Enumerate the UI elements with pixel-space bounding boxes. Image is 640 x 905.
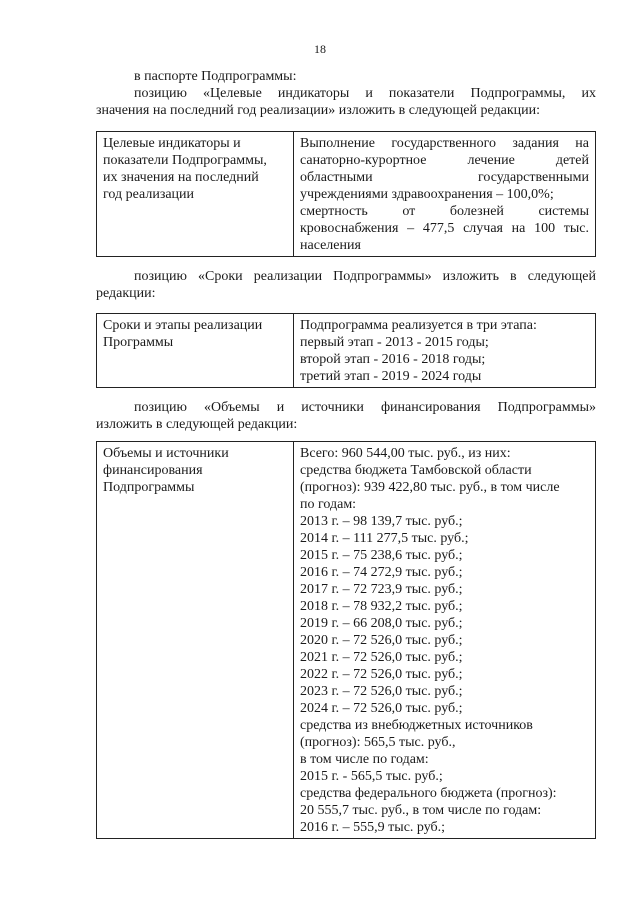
table-cell-line: 2024 г. – 72 526,0 тыс. руб.;: [300, 701, 463, 716]
table-cell-line: по годам:: [300, 497, 357, 512]
table-row: [97, 314, 596, 388]
table-cell-line: Всего: 960 544,00 тыс. руб., из них:: [300, 446, 511, 461]
funding-paragraph-line-2: изложить в следующей редакции:: [96, 417, 298, 432]
table-cell-line: 20 555,7 тыс. руб., в том числе по годам:: [300, 803, 542, 818]
table-cell-line: (прогноз): 565,5 тыс. руб.,: [300, 735, 456, 750]
intro-line-2: позицию «Целевые индикаторы и показатели Подпрограммы, их: [134, 86, 596, 101]
indicators-value-cell: [294, 132, 596, 257]
table-cell-line: Объемы и источники: [103, 446, 229, 461]
table-cell-line: санаторно-курортное лечение детей: [300, 153, 589, 168]
table-cell-line: 2023 г. – 72 526,0 тыс. руб.;: [300, 684, 463, 699]
table-cell-line: их значения на последний: [103, 170, 259, 185]
table-cell-line: средства из внебюджетных источников: [300, 718, 533, 733]
table-cell-line: 2015 г. – 75 238,6 тыс. руб.;: [300, 548, 463, 563]
indicators-table: [96, 131, 596, 257]
table-cell-line: 2017 г. – 72 723,9 тыс. руб.;: [300, 582, 463, 597]
table-cell-line: 2014 г. – 111 277,5 тыс. руб.;: [300, 531, 469, 546]
intro-line-1: в паспорте Подпрограммы:: [134, 69, 297, 84]
intro-line-3: значения на последний год реализации» изложить в следующей редакции:: [96, 103, 541, 118]
funding-table: [96, 441, 596, 839]
table-row: [97, 132, 596, 257]
timing-table: [96, 313, 596, 388]
page-number: 18: [314, 42, 326, 56]
table-cell-line: кровоснабжения – 477,5 случая на 100 тыс.: [300, 221, 589, 236]
table-cell-line: средства бюджета Тамбовской области: [300, 463, 532, 478]
timing-paragraph-line-2: редакции:: [96, 286, 156, 301]
table-cell-line: областными государственными: [300, 170, 589, 185]
table-cell-line: 2019 г. – 66 208,0 тыс. руб.;: [300, 616, 463, 631]
table-cell-line: финансирования: [103, 463, 203, 478]
table-cell-line: 2016 г. – 555,9 тыс. руб.;: [300, 820, 446, 835]
funding-label-cell: [97, 442, 294, 839]
timing-value-cell: [294, 314, 596, 388]
table-cell-line: 2018 г. – 78 932,2 тыс. руб.;: [300, 599, 463, 614]
table-cell-line: Целевые индикаторы и: [103, 136, 241, 151]
table-cell-line: 2013 г. – 98 139,7 тыс. руб.;: [300, 514, 463, 529]
table-cell-line: 2015 г. - 565,5 тыс. руб.;: [300, 769, 443, 784]
table-cell-line: Подпрограммы: [103, 480, 195, 495]
table-row: [97, 442, 596, 839]
table-cell-line: год реализации: [103, 187, 195, 202]
table-cell-line: третий этап - 2019 - 2024 годы: [300, 369, 482, 384]
funding-value-cell: [294, 442, 596, 839]
table-cell-line: Программы: [103, 335, 174, 350]
table-cell-line: (прогноз): 939 422,80 тыс. руб., в том числе: [300, 480, 560, 495]
table-cell-line: 2016 г. – 74 272,9 тыс. руб.;: [300, 565, 463, 580]
table-cell-line: первый этап - 2013 - 2015 годы;: [300, 335, 489, 350]
table-cell-line: средства федерального бюджета (прогноз):: [300, 786, 557, 801]
table-cell-line: Выполнение государственного задания на: [300, 136, 589, 151]
table-cell-line: второй этап - 2016 - 2018 годы;: [300, 352, 486, 367]
indicators-label-cell: [97, 132, 294, 257]
table-cell-line: показатели Подпрограммы,: [103, 153, 267, 168]
table-cell-line: учреждениями здравоохранения – 100,0%;: [300, 187, 554, 202]
table-cell-line: в том числе по годам:: [300, 752, 429, 767]
table-cell-line: 2021 г. – 72 526,0 тыс. руб.;: [300, 650, 463, 665]
timing-paragraph-line-1: позицию «Сроки реализации Подпрограммы» изложить в следующей: [134, 269, 596, 284]
table-cell-line: 2020 г. – 72 526,0 тыс. руб.;: [300, 633, 463, 648]
table-cell-line: смертность от болезней системы: [300, 204, 589, 219]
table-cell-line: Сроки и этапы реализации: [103, 318, 263, 333]
table-cell-line: населения: [300, 238, 361, 253]
funding-paragraph-line-1: позицию «Объемы и источники финансирования Подпрограммы»: [134, 400, 596, 415]
table-cell-line: 2022 г. – 72 526,0 тыс. руб.;: [300, 667, 463, 682]
table-cell-line: Подпрограмма реализуется в три этапа:: [300, 318, 537, 333]
timing-label-cell: [97, 314, 294, 388]
